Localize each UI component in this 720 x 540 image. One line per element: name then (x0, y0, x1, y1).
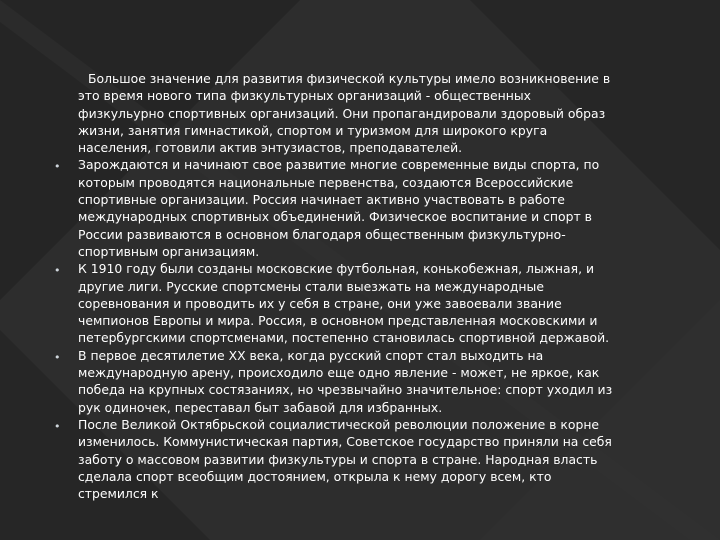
bullet-icon: • (54, 419, 61, 433)
bullet-icon: • (54, 160, 61, 174)
bullet-item (54, 416, 618, 502)
bullet-item (54, 156, 618, 260)
bullet-item (54, 347, 618, 416)
bullet-icon: • (54, 264, 61, 278)
bullet-icon: • (54, 350, 61, 364)
bullet-text: После Великой Октябрьской социалистической революции положение в корне изменилось. Коммунистическая партия, Советское государство приняли на себя заботу о массовом развитии физкультуры и спорта в стране. Народная власть сделала спорт всеобщим достоянием, открыла к нему дорогу всем, кто стремился к (78, 416, 612, 502)
intro-paragraph: Большое значение для развития физической культуры имело возникновение в это время нового типа физкультурных организаций - общественных физкульурно спортивных организаций. Они пропагандировали здоровый образ жизни, занятия гимнастикой, спортом и туризмом для широкого круга населения, готовили актив энтузиастов, преподавателей. (78, 71, 611, 156)
slide-body (54, 70, 618, 540)
bullet-text: Зарождаются и начинают свое развитие многие современные виды спорта, по которым проводятся национальные первенства, создаются Всероссийские спортивные организации. Россия начинает активно участвовать в работе международных спортивных объединений. Физическое воспитание и спорт в России развиваются в основном благодаря общественным физкультурно-спортивным организациям. (78, 157, 600, 259)
bullet-text: К 1910 году были созданы московские футбольная, конькобежная, лыжная, и другие лиги. Русские спортсмены стали выезжать на международные соревнования и проводить их у себя в стране, они уже завоевали звание чемпионов Европы и мира. Россия, в основном представленная московскими и петербургскими спортсменами, постепенно становилась спортивной державой. (78, 261, 610, 346)
bullet-item (54, 260, 618, 346)
bullet-text: В первое десятилетие XX века, когда русский спорт стал выходить на международную арену, происходило еще одно явление - может, не яркое, как победа на крупных состязаниях, но чрезвычайно значительное: спорт уходил из рук одиночек, переставал быт забавой для избранных. (78, 347, 613, 415)
